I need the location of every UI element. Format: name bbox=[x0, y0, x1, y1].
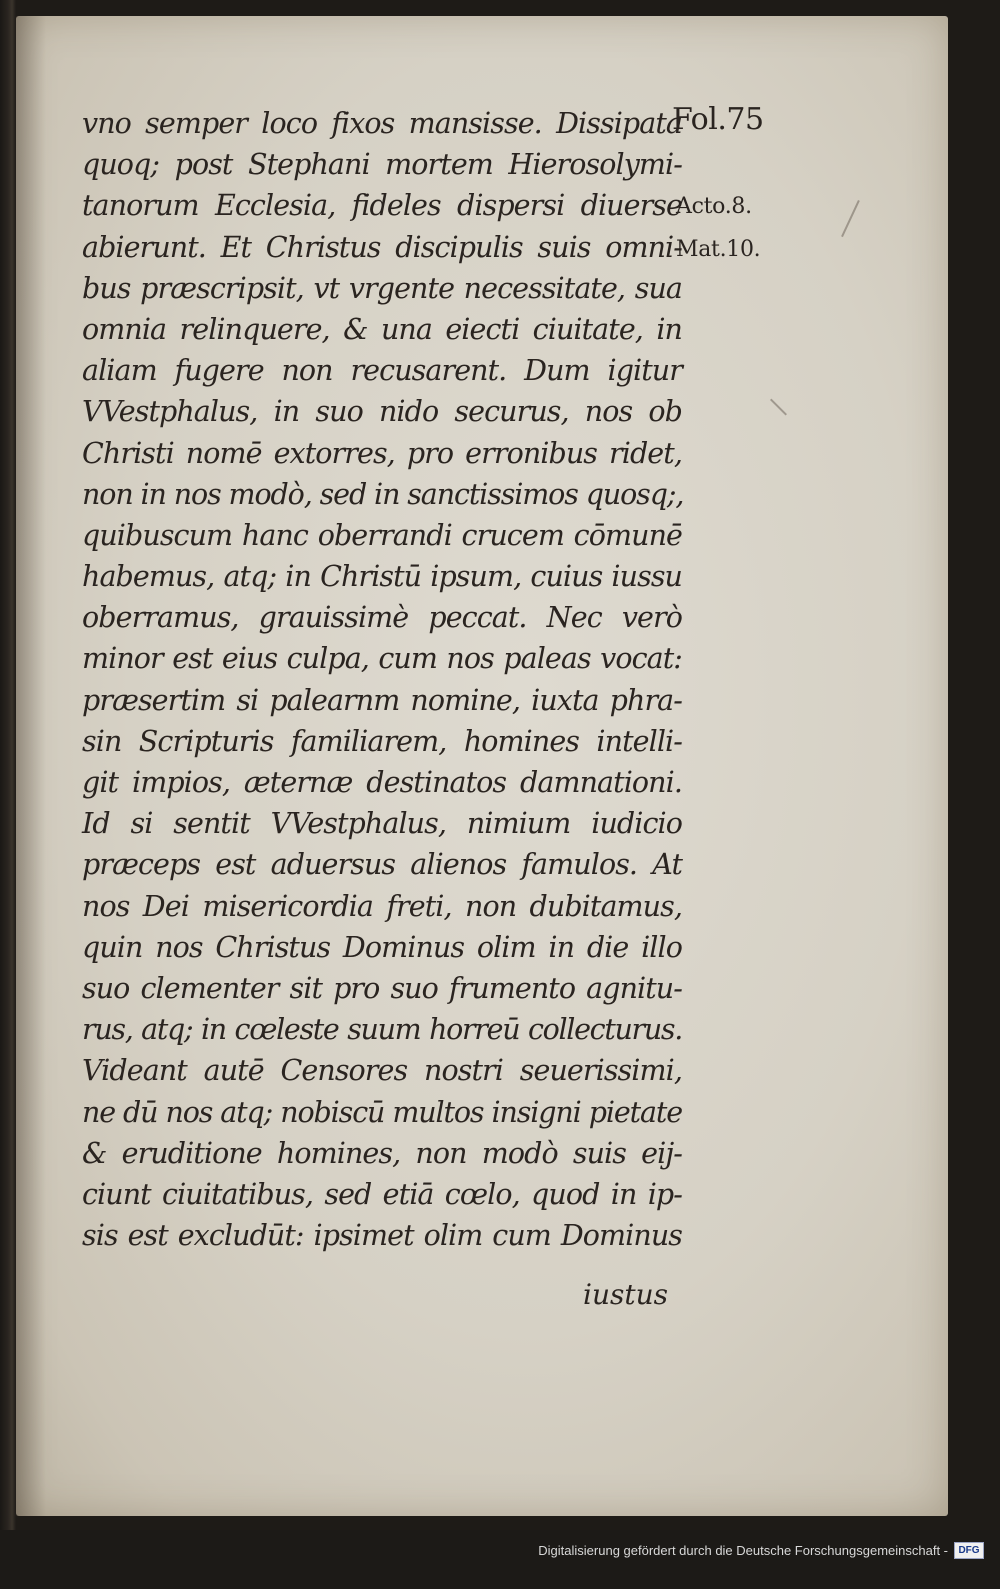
text-line: sin Scripturis familiarem, homines intelli- bbox=[82, 724, 682, 758]
text-line: suo clementer sit pro suo frumento agnitu- bbox=[82, 971, 682, 1005]
footer-bar bbox=[0, 1530, 1000, 1589]
text-line: abierunt. Et Christus discipulis suis omni- bbox=[82, 230, 682, 264]
text-line: quin nos Christus Dominus olim in die illo bbox=[82, 930, 682, 964]
text-line: quibuscum hanc oberrandi crucem cōmunē bbox=[82, 518, 682, 552]
text-line: Christi nomē extorres, pro erronibus ridet, bbox=[82, 436, 682, 470]
text-line: nos Dei misericordia freti, non dubitamus, bbox=[82, 889, 682, 923]
text-line: git impios, æternæ destinatos damnationi. bbox=[82, 766, 682, 799]
text-line: quoq; post Stephani mortem Hierosolymi- bbox=[82, 148, 682, 182]
folio-number: Fol.75 bbox=[672, 102, 764, 137]
text-line: vno semper loco fixos mansisse. Dissipata bbox=[82, 107, 682, 140]
dfg-logo: DFG bbox=[954, 1542, 984, 1559]
body-text bbox=[82, 103, 682, 1256]
margin-note-matthew: Mat.10. bbox=[676, 237, 761, 262]
text-line: aliam fugere non recusarent. Dum igitur bbox=[82, 354, 682, 388]
text-line: tanorum Ecclesia, fideles dispersi diuerse bbox=[82, 189, 682, 223]
text-line: VVestphalus, in suo nido securus, nos ob bbox=[82, 395, 682, 429]
text-line: habemus, atq; in Christū ipsum, cuius iussu bbox=[82, 560, 682, 594]
text-line: Id si sentit VVestphalus, nimium iudicio bbox=[82, 807, 682, 841]
text-line: præceps est aduersus alienos famulos. At bbox=[82, 848, 682, 882]
text-line: oberramus, grauissimè peccat. Nec verò bbox=[82, 601, 682, 635]
text-line: omnia relinquere, & una eiecti ciuitate, in bbox=[82, 312, 682, 346]
page-gutter-shadow bbox=[16, 16, 46, 1516]
text-line: bus præscripsit, vt vrgente necessitate, sua bbox=[82, 271, 682, 305]
catchword: iustus bbox=[583, 1278, 669, 1311]
text-line: ciunt ciuitatibus, sed etiā cœlo, quod in ip- bbox=[82, 1177, 682, 1211]
text-line: præsertim si palearnm nomine, iuxta phra- bbox=[82, 683, 682, 717]
text-line: ne dū nos atq; nobiscū multos insigni pietate bbox=[82, 1095, 682, 1129]
text-line: sis est excludūt: ipsimet olim cum Dominus bbox=[82, 1219, 682, 1253]
margin-note-acts: Acto.8. bbox=[676, 194, 752, 219]
text-line: & eruditione homines, non modò suis eij- bbox=[82, 1136, 682, 1170]
text-line: non in nos modò, sed in sanctissimos quosq;, bbox=[82, 477, 684, 511]
text-line: Videant autē Censores nostri seuerissimi, bbox=[82, 1054, 682, 1088]
text-line: rus, atq; in cœleste suum horreū collecturus. bbox=[82, 1013, 682, 1047]
text-line: minor est eius culpa, cum nos paleas vocat: bbox=[82, 642, 682, 676]
funding-credit: Digitalisierung gefördert durch die Deutsche Forschungsgemeinschaft - bbox=[538, 1543, 948, 1558]
